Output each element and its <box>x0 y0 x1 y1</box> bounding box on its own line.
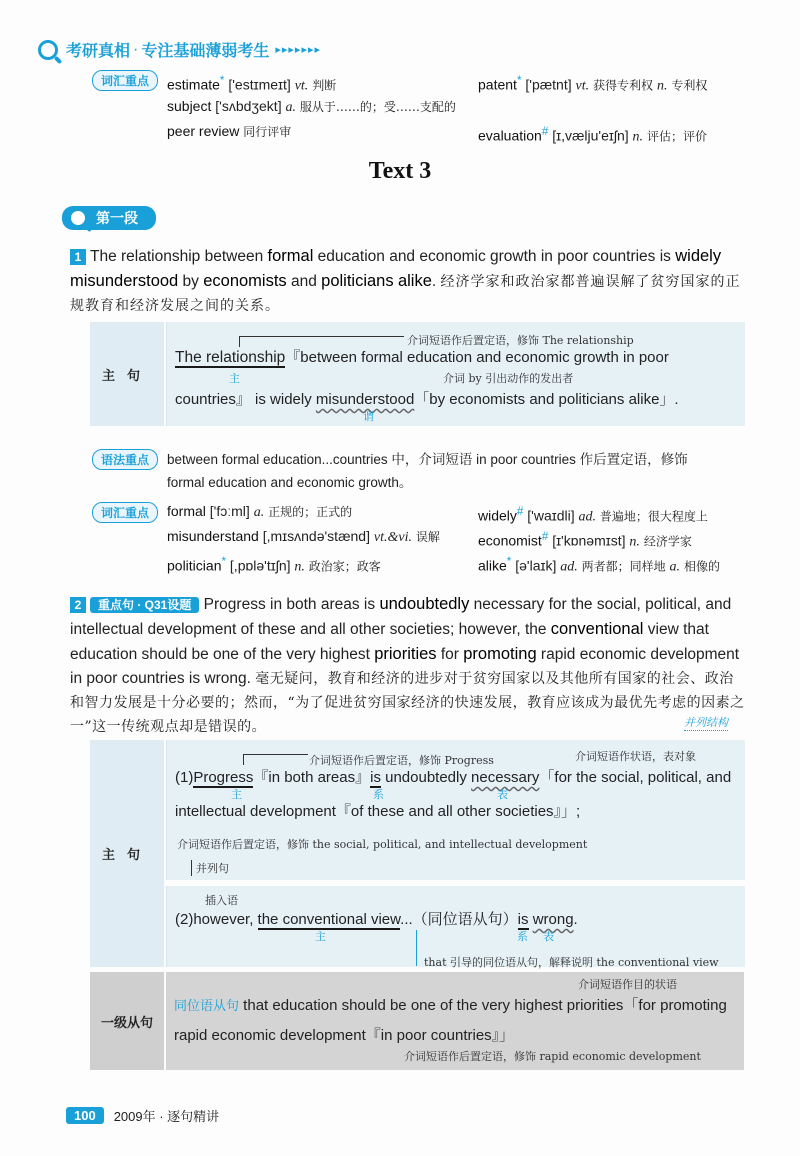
panel-2-role-subject: 主 <box>231 789 242 801</box>
panel-2-role-predicative-2: 表 <box>543 931 554 943</box>
panel-2-anno-adverbial: 介词短语作状语，表对象 <box>575 750 696 763</box>
slogan: 专注基础薄弱考生 <box>141 43 270 60</box>
sub-clause-label: 一级从句 <box>90 972 164 1070</box>
vocab-mid-politician: politician* [,pɒlə'tɪʃn] n. 政治家；政客 <box>167 555 381 575</box>
sub-clause-line1: 同位语从句 that education should be one of the very highest priorities「for promoting <box>174 997 727 1014</box>
header-dot: · <box>133 40 139 58</box>
grammar-line-1: between formal education...countries 中，介词短语 in poor countries 作后置定语，修饰 <box>167 452 688 467</box>
sub-clause-tag: 同位语从句 <box>174 998 240 1013</box>
sentence-2: 2 重点句 · Q31设题 Progress in both areas is undoubtedly necessary for the social, political, and intellectual development of these and all other societies; however, the conventional view that education should be one of the very highest priorities for promoting rapid economic development in poor countries is wrong. 毫无疑问，教育和经济的进步对于贫穷国家以及其他所有国家的社会、政治和智力发展是十分必要的；然而，“为了促进贫穷国家经济的快速发展，教育应该成为最优先考虑的因素之一”这一传统观点却是错误的。 <box>70 595 745 735</box>
vocab-mid-formal: formal ['fɔːml] a. 正规的；正式的 <box>167 503 353 520</box>
key-sentence-badge: 重点句 · Q31设题 <box>90 597 199 613</box>
panel-2-label: 主句 <box>90 740 164 967</box>
panel-1-line2: countries』 is widely misunderstood「by economists and politicians alike」. <box>175 391 679 408</box>
panel-2-role-copula: 系 <box>373 789 384 801</box>
panel-2-anno-of: 介词短语作后置定语，修饰 the social, political, and intellectual development <box>177 838 588 851</box>
grammar-text <box>167 448 752 494</box>
panel-1-role-subject: 主 <box>229 373 240 385</box>
sub-clause-anno-purpose: 介词短语作目的状语 <box>578 978 677 991</box>
vocab-mid-economist: economist# [ɪ'kɒnəmɪst] n. 经济学家 <box>478 530 692 550</box>
panel-1-label: 主句 <box>90 322 164 426</box>
magnifier-icon <box>38 40 58 60</box>
panel-1-line1: The relationship『between formal education and economic growth in poor <box>175 349 669 366</box>
vocab-top-evaluation: evaluation# [ɪ,vælju'eɪʃn] n. 评估；评价 <box>478 125 707 145</box>
brand: 考研真相 <box>66 43 131 60</box>
vocab-mid-widely: widely# ['waɪdli] ad. 普遍地；很大程度上 <box>478 505 708 525</box>
panel-2-line3: (2)however, the conventional view...（同位语从句）is wrong. <box>175 911 578 928</box>
panel-2-line2: intellectual development『of these and all other societies』」; <box>175 803 581 820</box>
vocab-top-estimate: estimate* ['estɪmeɪt] vt. 判断 <box>167 74 337 94</box>
panel-2-role-copula-2: 系 <box>517 931 528 943</box>
panel-1 <box>166 322 745 426</box>
sentence-1-translation: 经济学家和政治家都普遍误解了贫穷国家的正规教育和经济发展之间的关系。 <box>70 274 741 314</box>
sub-clause-anno-poor: 介词短语作后置定语，修饰 rapid economic development <box>404 1050 701 1063</box>
panel-2-part-1 <box>166 740 745 880</box>
vocab-mid-alike: alike* [ə'laɪk] ad. 两者都；同样地 a. 相像的 <box>478 555 720 575</box>
panel-1-role-predicate: 谓 <box>363 411 374 423</box>
vocab-mid-misunderstand: misunderstand [,mɪsʌndə'stænd] vt.&vi. 误解 <box>167 528 440 545</box>
panel-2-role-predicative: 表 <box>497 789 508 801</box>
footer-title: 2009年 · 逐句精讲 <box>113 1109 220 1124</box>
arrows-icon: ▸▸▸▸▸▸▸ <box>275 44 322 56</box>
panel-2-parallel-sentence: 并列句 <box>191 860 229 876</box>
text-title: Text 3 <box>368 158 432 184</box>
section-heading <box>62 206 156 230</box>
vocab-label-top: 词汇重点 <box>92 70 158 91</box>
panel-2-anno-that: that 引导的同位语从句，解释说明 the conventional view <box>424 956 719 969</box>
sub-clause-line2: rapid economic development『in poor countries』」 <box>174 1027 515 1044</box>
section-title: 第一段 <box>62 206 156 230</box>
panel-2-anno-insert: 插入语 <box>205 894 238 907</box>
parallel-structure-note: 并列结构 <box>684 714 728 731</box>
panel-2-anno-progress: 介词短语作后置定语，修饰 Progress <box>309 754 494 767</box>
vocab-top-patent: patent* ['pætnt] vt. 获得专利权 n. 专利权 <box>478 74 708 94</box>
vocab-label-mid: 词汇重点 <box>92 502 158 523</box>
sentence-2-number: 2 <box>70 597 86 613</box>
panel-2-line1: (1)Progress『in both areas』is undoubtedly necessary「for the social, political, and <box>175 769 732 786</box>
panel-2-down-arrow <box>416 930 417 966</box>
sentence-2-translation: 毫无疑问，教育和经济的进步对于贫穷国家以及其他所有国家的社会、政治和智力发展是十分必要的；然而，“为了促进贫穷国家经济的快速发展，教育应该成为最优先考虑的因素之一”这一传统观点却是错误的。 <box>70 671 745 735</box>
footer <box>66 1106 219 1125</box>
section-magnifier-icon <box>68 208 88 228</box>
sentence-1: 1 The relationship between formal education and economic growth in poor countries is widely misunderstood by economists and politicians alike. 经济学家和政治家都普遍误解了贫穷国家的正规教育和经济发展之间的关系。 <box>70 247 741 314</box>
vocab-top-peer-review: peer review 同行评审 <box>167 123 292 139</box>
sentence-1-number: 1 <box>70 249 86 265</box>
panel-1-anno-top: 介词短语作后置定语，修饰 The relationship <box>407 334 634 347</box>
grammar-line-2: formal education and economic growth。 <box>167 475 413 490</box>
panel-2-arrow-line <box>243 754 308 765</box>
vocab-top-subject: subject ['sʌbdʒekt] a. 服从于……的；受……支配的 <box>167 98 456 115</box>
grammar-label: 语法重点 <box>92 449 158 470</box>
page-number: 100 <box>66 1107 104 1124</box>
sub-clause-panel <box>166 972 744 1070</box>
header <box>38 38 321 61</box>
panel-2-role-subject-2: 主 <box>315 931 326 943</box>
panel-1-anno-by: 介词 by 引出动作的发出者 <box>443 372 574 385</box>
